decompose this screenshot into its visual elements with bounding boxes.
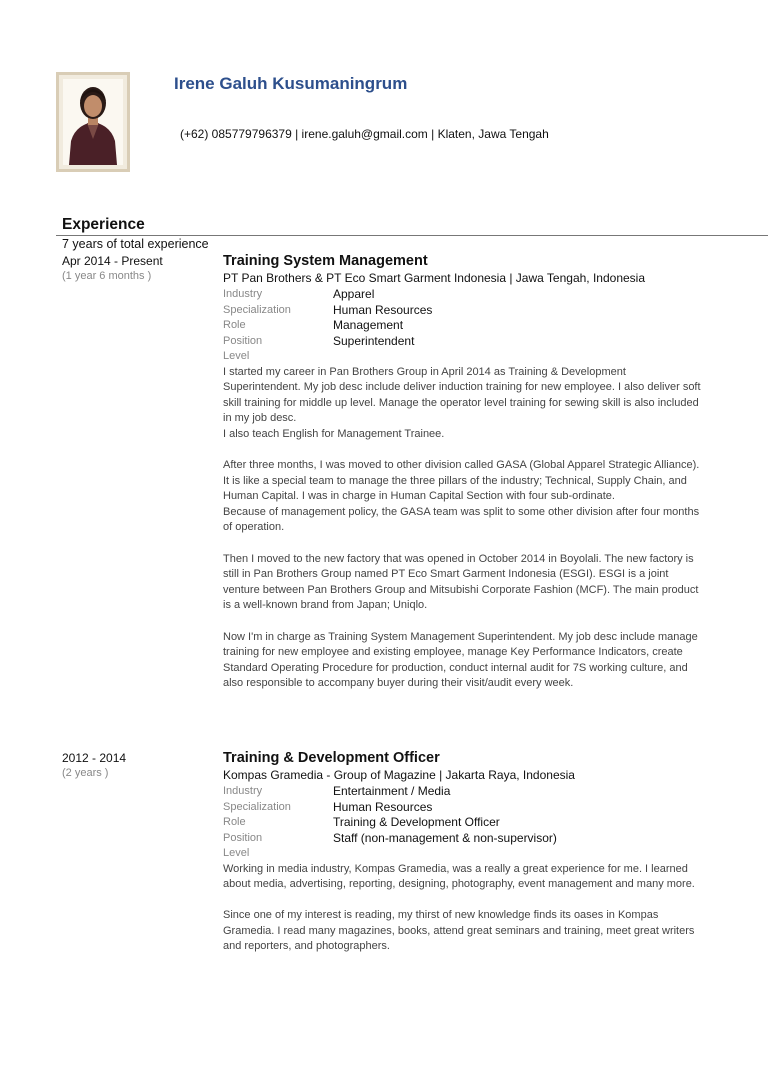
section-title: Experience xyxy=(62,216,145,233)
specialization-value: Human Resources xyxy=(333,302,433,317)
position-level-value: Staff (non-management & non-supervisor) xyxy=(333,830,557,845)
role-label: Role xyxy=(223,816,246,828)
description-paragraph: I also teach English for Management Trainee. xyxy=(223,427,445,440)
contact-line: (+62) 085779796379 | irene.galuh@gmail.com | Klaten, Jawa Tengah xyxy=(180,127,549,141)
job-meta xyxy=(223,784,557,862)
description-paragraph: Then I moved to the new factory that was opened in October 2014 in Boyolali. The new factory is still in Pan Brothers Group named PT Eco Smart Garment Indonesia (ESGI). ESGI is a joint venture between Pan Brothers Group and Mitsubishi Corporate Fashion (MCF). The main product is a well-known brand from Japan; Uniqlo. xyxy=(223,552,699,612)
job-duration: (1 year 6 months ) xyxy=(62,270,152,282)
position-level-value: Superintendent xyxy=(333,333,415,348)
position-level-label: Position Level xyxy=(223,334,263,362)
job-description xyxy=(223,365,705,692)
position-level-label: Position Level xyxy=(223,831,263,859)
description-paragraph: After three months, I was moved to other division called GASA (Global Apparel Strategic Alliance). It is like a special team to manage the three pillars of the industry; Technical, Supply Chain, and Human Capital. I was in charge in Human Capital Section with four sub-ordinate. xyxy=(223,459,700,503)
specialization-label: Specialization xyxy=(223,800,291,813)
description-paragraph: Working in media industry, Kompas Gramedia, was a really a great experience for me. I learned about media, advertising, reporting, designing, photography, event management and many more. xyxy=(223,862,695,891)
role-value: Management xyxy=(333,318,404,332)
role-value: Training & Development Officer xyxy=(333,815,500,829)
job-meta xyxy=(223,287,432,365)
job-title: Training & Development Officer xyxy=(223,750,440,766)
job-date: Apr 2014 - Present xyxy=(62,254,163,268)
job-details xyxy=(223,252,713,692)
description-paragraph: Now I'm in charge as Training System Management Superintendent. My job desc include manage training for new employee and existing employee, manage Key Performance Indicators, create Standard Operating Procedure for production, conduct internal audit for 7S working culture, and also responsible to accompany buyer during their visit/audit every week. xyxy=(223,630,698,690)
job-title: Training System Management xyxy=(223,253,428,269)
industry-label: Industry xyxy=(223,785,263,797)
job-description xyxy=(223,862,705,956)
job-company: PT Pan Brothers & PT Eco Smart Garment Indonesia | Jawa Tengah, Indonesia xyxy=(223,271,646,285)
industry-label: Industry xyxy=(223,288,263,300)
job-details xyxy=(223,749,713,955)
specialization-label: Specialization xyxy=(223,303,291,316)
industry-value: Entertainment / Media xyxy=(333,784,451,798)
job-duration: (2 years ) xyxy=(62,767,109,779)
description-paragraph: Because of management policy, the GASA team was split to some other division after four months of operation. xyxy=(223,505,700,534)
role-label: Role xyxy=(223,319,246,331)
portrait-image xyxy=(59,75,127,169)
candidate-name: Irene Galuh Kusumaningrum xyxy=(174,74,408,93)
specialization-value: Human Resources xyxy=(333,799,433,814)
job-company: Kompas Gramedia - Group of Magazine | Jakarta Raya, Indonesia xyxy=(223,768,575,782)
description-paragraph: Since one of my interest is reading, my thirst of new knowledge finds its oases in Kompas Gramedia. I read many magazines, books, attend great seminars and training, meet great writers and reporters, and photographers. xyxy=(223,909,695,953)
total-experience: 7 years of total experience xyxy=(62,237,209,251)
industry-value: Apparel xyxy=(333,287,375,301)
section-divider xyxy=(56,235,768,236)
description-paragraph: I started my career in Pan Brothers Group in April 2014 as Training & Development Superintendent. My job desc include deliver induction training for new employee. I also deliver soft skill training for middle up level. Manage the operator level training for sewing skill is also included in my job desc. xyxy=(223,365,701,425)
profile-photo xyxy=(56,72,130,172)
job-date: 2012 - 2014 xyxy=(62,751,127,765)
